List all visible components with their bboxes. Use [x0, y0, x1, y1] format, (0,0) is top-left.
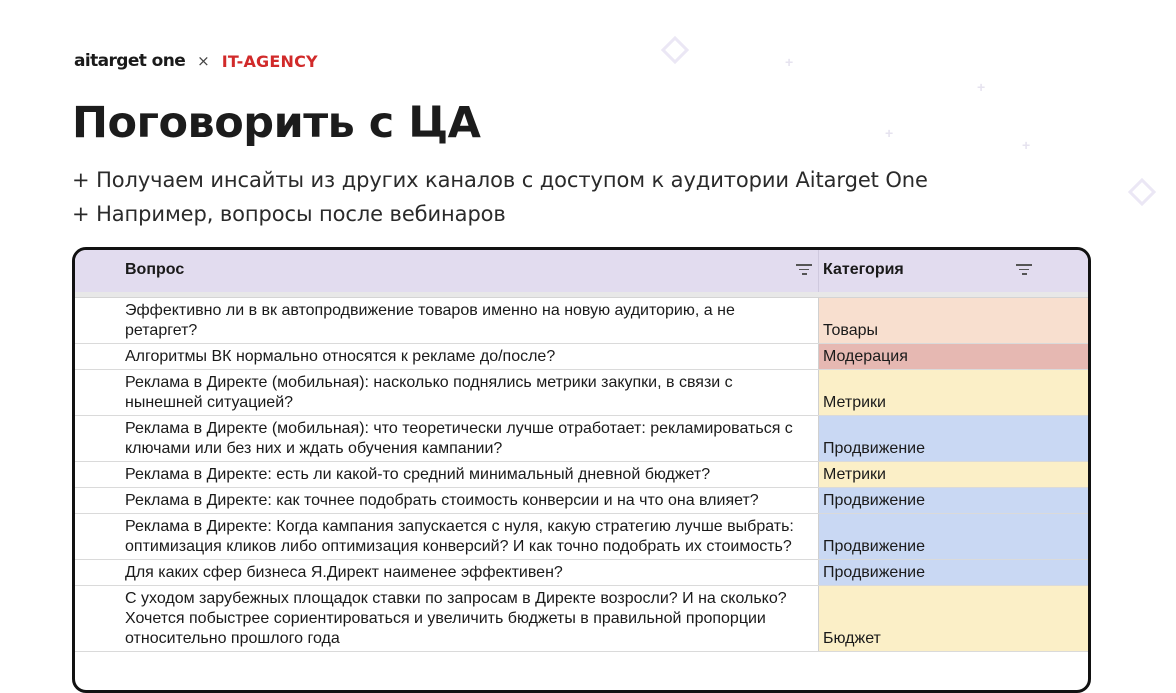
category-cell[interactable]: Продвижение — [819, 514, 1088, 559]
page-title: Поговорить с ЦА — [72, 98, 481, 148]
filter-icon[interactable] — [1016, 264, 1032, 276]
table-row[interactable] — [75, 514, 1088, 560]
question-cell[interactable]: Реклама в Директе (мобильная): что теоретически лучше отработает: рекламироваться с ключами или без них и ждать обучения кампании? — [75, 416, 819, 461]
table-body — [75, 298, 1088, 652]
table-row[interactable] — [75, 298, 1088, 344]
question-cell[interactable]: Реклама в Директе: есть ли какой-то средний минимальный дневной бюджет? — [75, 462, 819, 487]
decor-plus-icon: + — [977, 79, 986, 95]
decor-plus-icon: + — [885, 125, 894, 141]
decor-diamond-icon — [661, 36, 689, 64]
table-row[interactable] — [75, 344, 1088, 370]
category-cell[interactable]: Продвижение — [819, 560, 1088, 585]
aitarget-logo: aitarget one — [74, 51, 186, 71]
bullet-list — [72, 166, 928, 234]
category-cell[interactable]: Товары — [819, 298, 1088, 343]
logo-separator: × — [197, 52, 210, 70]
table-row[interactable] — [75, 586, 1088, 652]
question-cell[interactable]: Реклама в Директе: Когда кампания запускается с нуля, какую стратегию лучше выбрать: оптимизация кликов либо оптимизация конверсий? И как точно подобрать их стоимость? — [75, 514, 819, 559]
category-cell[interactable]: Метрики — [819, 462, 1088, 487]
category-cell[interactable]: Бюджет — [819, 586, 1088, 651]
table-row[interactable] — [75, 416, 1088, 462]
bullet-item: + Например, вопросы после вебинаров — [72, 202, 506, 226]
header-category-label: Категория — [823, 261, 904, 278]
category-cell[interactable]: Продвижение — [819, 416, 1088, 461]
question-cell[interactable]: Реклама в Директе (мобильная): насколько поднялись метрики закупки, в связи с нынешней ситуацией? — [75, 370, 819, 415]
header-category[interactable] — [819, 250, 1088, 292]
category-cell[interactable]: Модерация — [819, 344, 1088, 369]
table-row[interactable] — [75, 560, 1088, 586]
question-cell[interactable]: Для каких сфер бизнеса Я.Директ наименее эффективен? — [75, 560, 819, 585]
category-cell[interactable]: Метрики — [819, 370, 1088, 415]
table-row[interactable] — [75, 370, 1088, 416]
question-cell[interactable]: С уходом зарубежных площадок ставки по запросам в Директе возросли? И на сколько? Хочется побыстрее сориентироваться и увеличить бюджеты в правильной пропорции относительно прошлого года — [75, 586, 819, 651]
question-cell[interactable]: Эффективно ли в вк автопродвижение товаров именно на новую аудиторию, а не ретаргет? — [75, 298, 819, 343]
header-question-label: Вопрос — [125, 261, 185, 278]
header-question[interactable] — [75, 250, 819, 292]
it-agency-logo: IT-AGENCY — [221, 51, 318, 71]
questions-table — [72, 247, 1091, 693]
brand-logos — [74, 50, 318, 72]
decor-diamond-icon — [1128, 178, 1156, 206]
decor-plus-icon: + — [1022, 137, 1031, 153]
bullet-item: + Получаем инсайты из других каналов с доступом к аудитории Aitarget One — [72, 168, 928, 192]
question-cell[interactable]: Алгоритмы ВК нормально относятся к рекламе до/после? — [75, 344, 819, 369]
table-row[interactable] — [75, 488, 1088, 514]
question-cell[interactable]: Реклама в Директе: как точнее подобрать стоимость конверсии и на что она влияет? — [75, 488, 819, 513]
decor-plus-icon: + — [785, 54, 794, 70]
table-header — [75, 250, 1088, 292]
table-row[interactable] — [75, 462, 1088, 488]
filter-icon[interactable] — [796, 264, 812, 276]
category-cell[interactable]: Продвижение — [819, 488, 1088, 513]
